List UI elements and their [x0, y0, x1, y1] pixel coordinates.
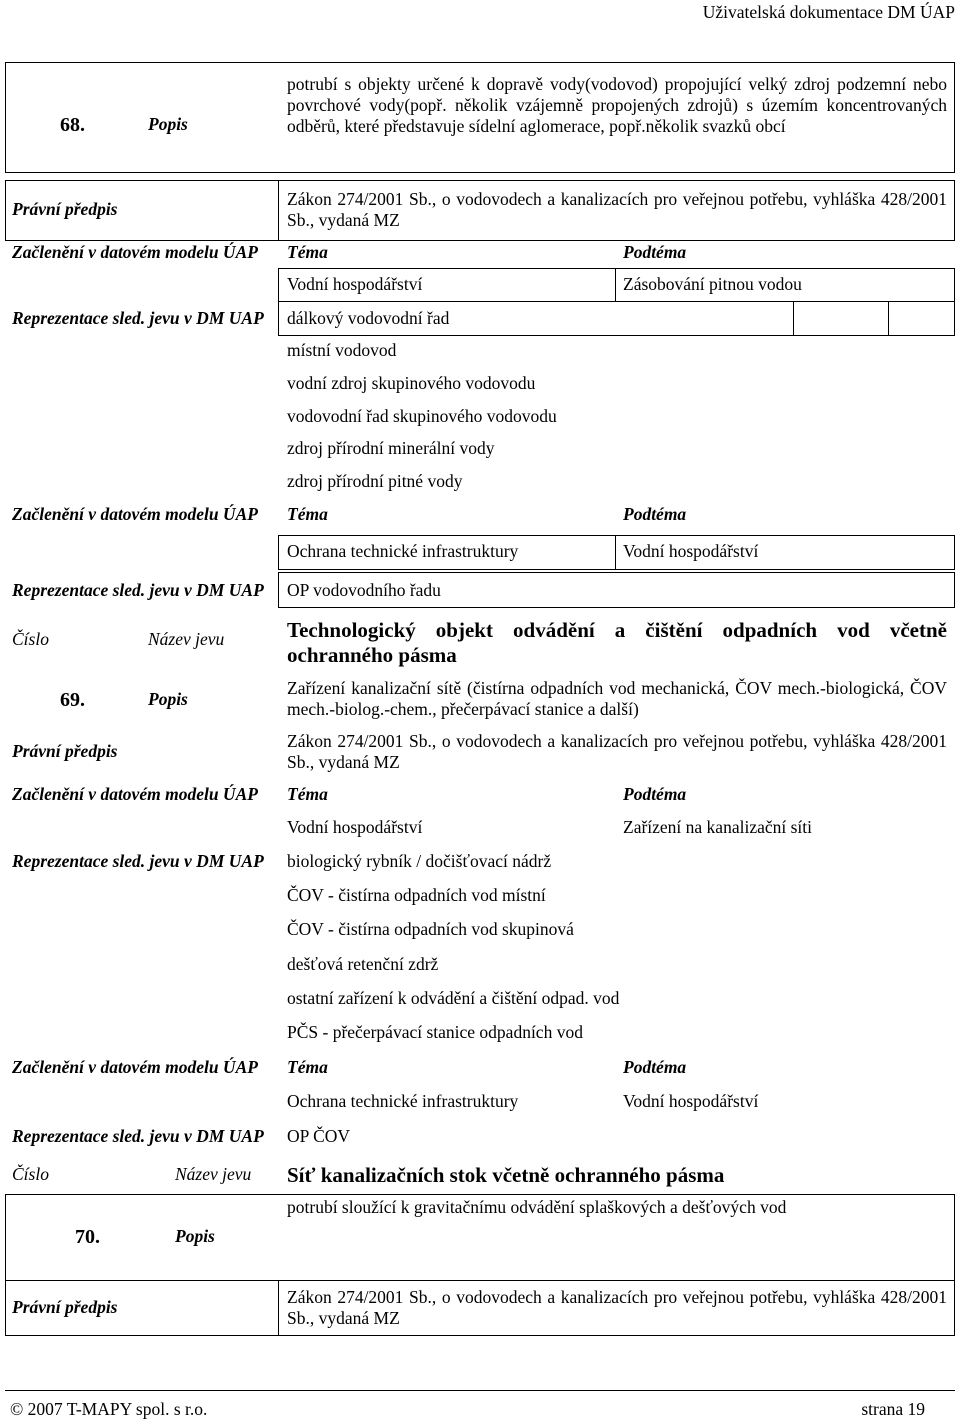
- tema-label: Téma: [287, 1057, 328, 1077]
- reprezentace-item: zdroj přírodní pitné vody: [287, 471, 463, 491]
- pravni-predpis-divider: [278, 1280, 279, 1336]
- entry-title: Technologický objekt odvádění a čištění odpadních vod včetně ochranného pásma: [287, 618, 947, 667]
- podtema-value: Zásobování pitnou vodou: [623, 274, 802, 294]
- podtema-value: Vodní hospodářství: [623, 541, 759, 561]
- reprezentace-item: zdroj přírodní minerální vody: [287, 438, 495, 458]
- reprezentace-item: místní vodovod: [287, 340, 397, 360]
- pravni-predpis-text: Zákon 274/2001 Sb., o vodovodech a kanalizacích pro veřejnou potřebu, vyhláška 428/2001 Sb., vydaná MZ: [287, 731, 947, 772]
- reprezentace-item: OP vodovodního řadu: [287, 580, 441, 600]
- tema-value: Ochrana technické infrastruktury: [287, 541, 519, 561]
- pravni-predpis-label: Právní předpis: [12, 199, 118, 219]
- nazev-jevu-label: Název jevu: [148, 629, 225, 649]
- pravni-predpis-text: Zákon 274/2001 Sb., o vodovodech a kanalizacích pro veřejnou potřebu, vyhláška 428/2001 Sb., vydaná MZ: [287, 1287, 947, 1328]
- popis-text: potrubí sloužící k gravitačnímu odvádění splaškových a dešťových vod: [287, 1197, 787, 1217]
- cislo-label: Číslo: [12, 629, 49, 649]
- page-header-title: Uživatelská dokumentace DM ÚAP: [702, 2, 955, 22]
- tema-value: Vodní hospodářství: [287, 817, 423, 837]
- entry-number: 70.: [75, 1226, 100, 1248]
- podtema-value: Zařízení na kanalizační síti: [623, 817, 813, 837]
- pravni-predpis-label: Právní předpis: [12, 1297, 118, 1317]
- nazev-jevu-label: Název jevu: [175, 1164, 252, 1184]
- podtema-value: Vodní hospodářství: [623, 1091, 759, 1111]
- reprezentace-item: ostatní zařízení k odvádění a čištění odpad. vod: [287, 988, 620, 1008]
- tema-label: Téma: [287, 504, 328, 524]
- tema-value: Ochrana technické infrastruktury: [287, 1091, 519, 1111]
- reprezentace-item: biologický rybník / dočišťovací nádrž: [287, 851, 552, 871]
- tema-label: Téma: [287, 784, 328, 804]
- reprezentace-item: dešťová retenční zdrž: [287, 954, 439, 974]
- zacleneni-label: Začlenění v datovém modelu ÚAP: [12, 504, 258, 524]
- popis-label: Popis: [148, 689, 188, 709]
- zacleneni-label: Začlenění v datovém modelu ÚAP: [12, 242, 258, 262]
- reprezentace-item: ČOV - čistírna odpadních vod místní: [287, 885, 546, 905]
- footer-copyright: © 2007 T-MAPY spol. s r.o.: [10, 1399, 208, 1419]
- footer-rule: [5, 1390, 955, 1391]
- tema-label: Téma: [287, 242, 328, 262]
- reprezentace-item: dálkový vodovodní řad: [287, 308, 450, 328]
- tema-row-divider: [615, 535, 616, 570]
- reprezentace-item: vodní zdroj skupinového vodovodu: [287, 373, 536, 393]
- zacleneni-label: Začlenění v datovém modelu ÚAP: [12, 784, 258, 804]
- entry-number: 69.: [60, 689, 85, 711]
- reprezentace-item: ČOV - čistírna odpadních vod skupinová: [287, 919, 574, 939]
- podtema-label: Podtéma: [623, 1057, 687, 1077]
- reprezentace-label: Reprezentace sled. jevu v DM UAP: [12, 580, 264, 600]
- zacleneni-label: Začlenění v datovém modelu ÚAP: [12, 1057, 258, 1077]
- tema-value: Vodní hospodářství: [287, 274, 423, 294]
- reprezentace-row-divider: [888, 301, 889, 336]
- tema-row-divider: [615, 268, 616, 302]
- cislo-label: Číslo: [12, 1164, 49, 1184]
- reprezentace-row-divider: [793, 301, 794, 336]
- reprezentace-label: Reprezentace sled. jevu v DM UAP: [12, 1126, 264, 1146]
- reprezentace-label: Reprezentace sled. jevu v DM UAP: [12, 851, 264, 871]
- reprezentace-label: Reprezentace sled. jevu v DM UAP: [12, 308, 264, 328]
- footer-page-number: strana 19: [861, 1399, 925, 1419]
- entry-title: Síť kanalizačních stok včetně ochranného pásma: [287, 1163, 725, 1187]
- podtema-label: Podtéma: [623, 242, 687, 262]
- podtema-label: Podtéma: [623, 784, 687, 804]
- reprezentace-item: PČS - přečerpávací stanice odpadních vod: [287, 1022, 583, 1042]
- entry-number: 68.: [60, 114, 85, 136]
- popis-text: Zařízení kanalizační sítě (čistírna odpadních vod mechanická, ČOV mech.-biologická, ČOV mech.-biolog.-chem., přečerpávací stanice a další): [287, 678, 947, 719]
- podtema-label: Podtéma: [623, 504, 687, 524]
- reprezentace-item: vodovodní řad skupinového vodovodu: [287, 406, 557, 426]
- pravni-predpis-label: Právní předpis: [12, 741, 118, 761]
- pravni-predpis-text: Zákon 274/2001 Sb., o vodovodech a kanalizacích pro veřejnou potřebu, vyhláška 428/2001 Sb., vydaná MZ: [287, 189, 947, 230]
- pravni-predpis-divider: [278, 180, 279, 241]
- popis-label: Popis: [175, 1226, 215, 1246]
- popis-label: Popis: [148, 114, 188, 134]
- popis-text: potrubí s objekty určené k dopravě vody(vodovod) propojující velký zdroj podzemní nebo povrchové vody(popř. několik vzájemně propojených zdrojů) s územím koncentrovaných odběrů, které představuje sídelní aglomerace, popř.několik svazků obcí: [287, 74, 947, 136]
- reprezentace-item: OP ČOV: [287, 1126, 351, 1146]
